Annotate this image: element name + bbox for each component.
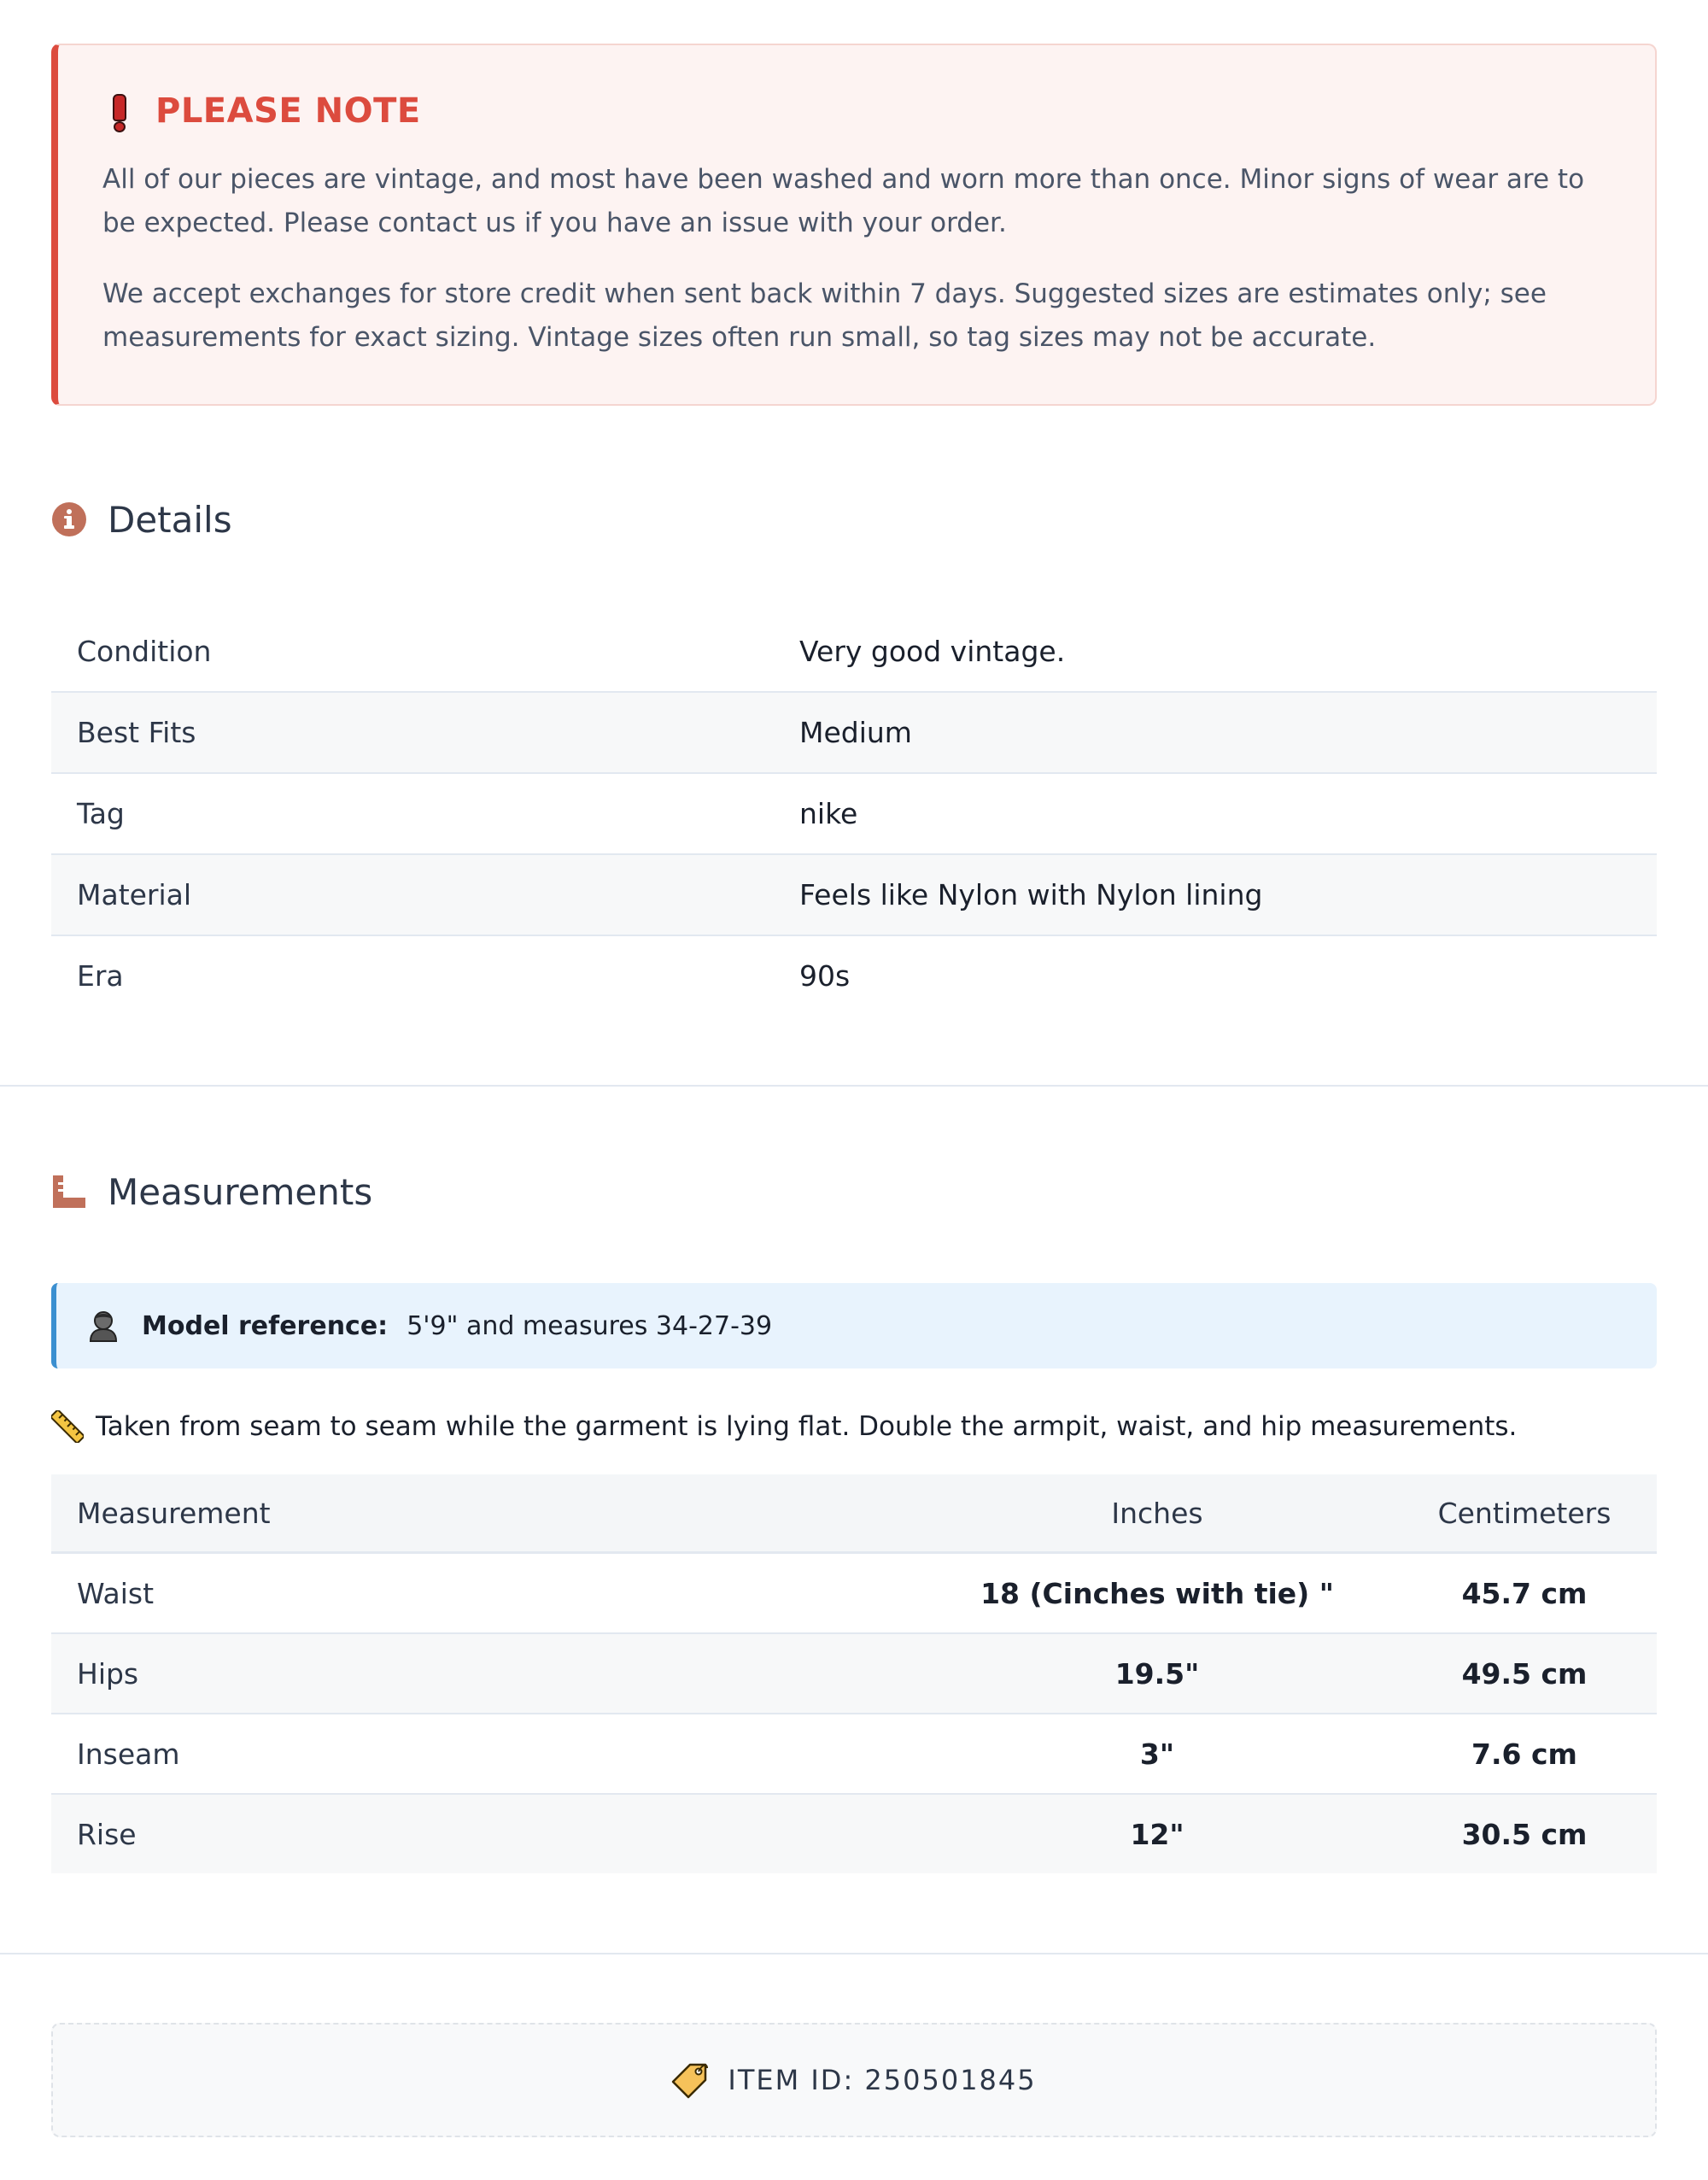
table-row	[51, 692, 1657, 773]
detail-label: Best Fits	[51, 692, 774, 773]
details-heading	[51, 494, 1657, 545]
detail-label: Tag	[51, 773, 774, 854]
section-divider	[0, 1953, 1708, 1954]
item-id-text: ITEM ID: 250501845	[728, 2064, 1037, 2096]
please-note-paragraph: All of our pieces are vintage, and most have been washed and worn more than once. Minor signs of wear are to be expected. Please contact us if you have an issue with your order.	[102, 164, 1585, 238]
column-header-centimeters: Centimeters	[1392, 1474, 1657, 1553]
detail-value: Feels like Nylon with Nylon lining	[774, 854, 1657, 935]
table-row	[51, 1633, 1657, 1714]
table-row	[51, 1794, 1657, 1873]
measurement-inches: 3"	[922, 1714, 1392, 1794]
table-header-row	[51, 1474, 1657, 1553]
detail-label: Era	[77, 959, 124, 993]
ruler-icon	[51, 1174, 87, 1210]
measurement-name: Waist	[51, 1553, 922, 1634]
details-table	[51, 612, 1657, 1016]
table-row	[51, 1553, 1657, 1634]
exclamation-icon	[102, 92, 137, 130]
measurement-name: Rise	[51, 1794, 922, 1873]
item-id-box	[51, 2023, 1657, 2137]
measurement-name: Inseam	[51, 1714, 922, 1794]
measurements-heading	[51, 1166, 1657, 1217]
info-icon	[51, 501, 87, 537]
measurements-heading-text: Measurements	[108, 1170, 373, 1213]
measurement-cm: 30.5 cm	[1392, 1794, 1657, 1873]
table-row	[51, 773, 1657, 854]
please-note-paragraph: We accept exchanges for store credit when sent back within 7 days. Suggested sizes are estimates only; see measurements for exact sizing. Vintage sizes often run small, so tag sizes may not be accurate.	[102, 278, 1547, 353]
measurements-table	[51, 1474, 1657, 1873]
detail-label: Material	[51, 854, 774, 935]
section-divider	[0, 1085, 1708, 1087]
table-row	[51, 612, 1657, 692]
please-note-title-text: PLEASE NOTE	[155, 91, 421, 131]
tag-icon	[671, 2061, 709, 2099]
measurement-cm: 49.5 cm	[1392, 1633, 1657, 1714]
detail-label: Condition	[51, 612, 774, 692]
please-note-box	[51, 44, 1657, 406]
measurement-instructions	[51, 1405, 1657, 1448]
detail-value: 90s	[799, 959, 851, 993]
detail-value: nike	[774, 773, 1657, 854]
measurement-cm: 7.6 cm	[1392, 1714, 1657, 1794]
detail-value: Medium	[774, 692, 1657, 773]
measurement-name: Hips	[51, 1633, 922, 1714]
model-reference-value: 5'9" and measures 34-27-39	[407, 1310, 773, 1341]
person-icon	[87, 1309, 120, 1343]
straight-ruler-icon	[51, 1410, 84, 1443]
please-note-title	[102, 90, 1607, 132]
column-header-measurement: Measurement	[51, 1474, 922, 1553]
model-reference-label: Model reference:	[142, 1310, 389, 1341]
measurement-inches: 12"	[922, 1794, 1392, 1873]
table-row	[51, 854, 1657, 935]
model-reference-box	[51, 1283, 1657, 1368]
details-heading-text: Details	[108, 498, 232, 541]
measurement-inches: 18 (Cinches with tie) "	[922, 1553, 1392, 1634]
column-header-inches: Inches	[922, 1474, 1392, 1553]
table-row	[51, 1714, 1657, 1794]
measurement-inches: 19.5"	[922, 1633, 1392, 1714]
detail-value: Very good vintage.	[774, 612, 1657, 692]
measurement-cm: 45.7 cm	[1392, 1553, 1657, 1634]
table-row	[51, 935, 1657, 1016]
measurement-instructions-text: Taken from seam to seam while the garment is lying flat. Double the armpit, waist, and hip measurements.	[96, 1411, 1518, 1442]
